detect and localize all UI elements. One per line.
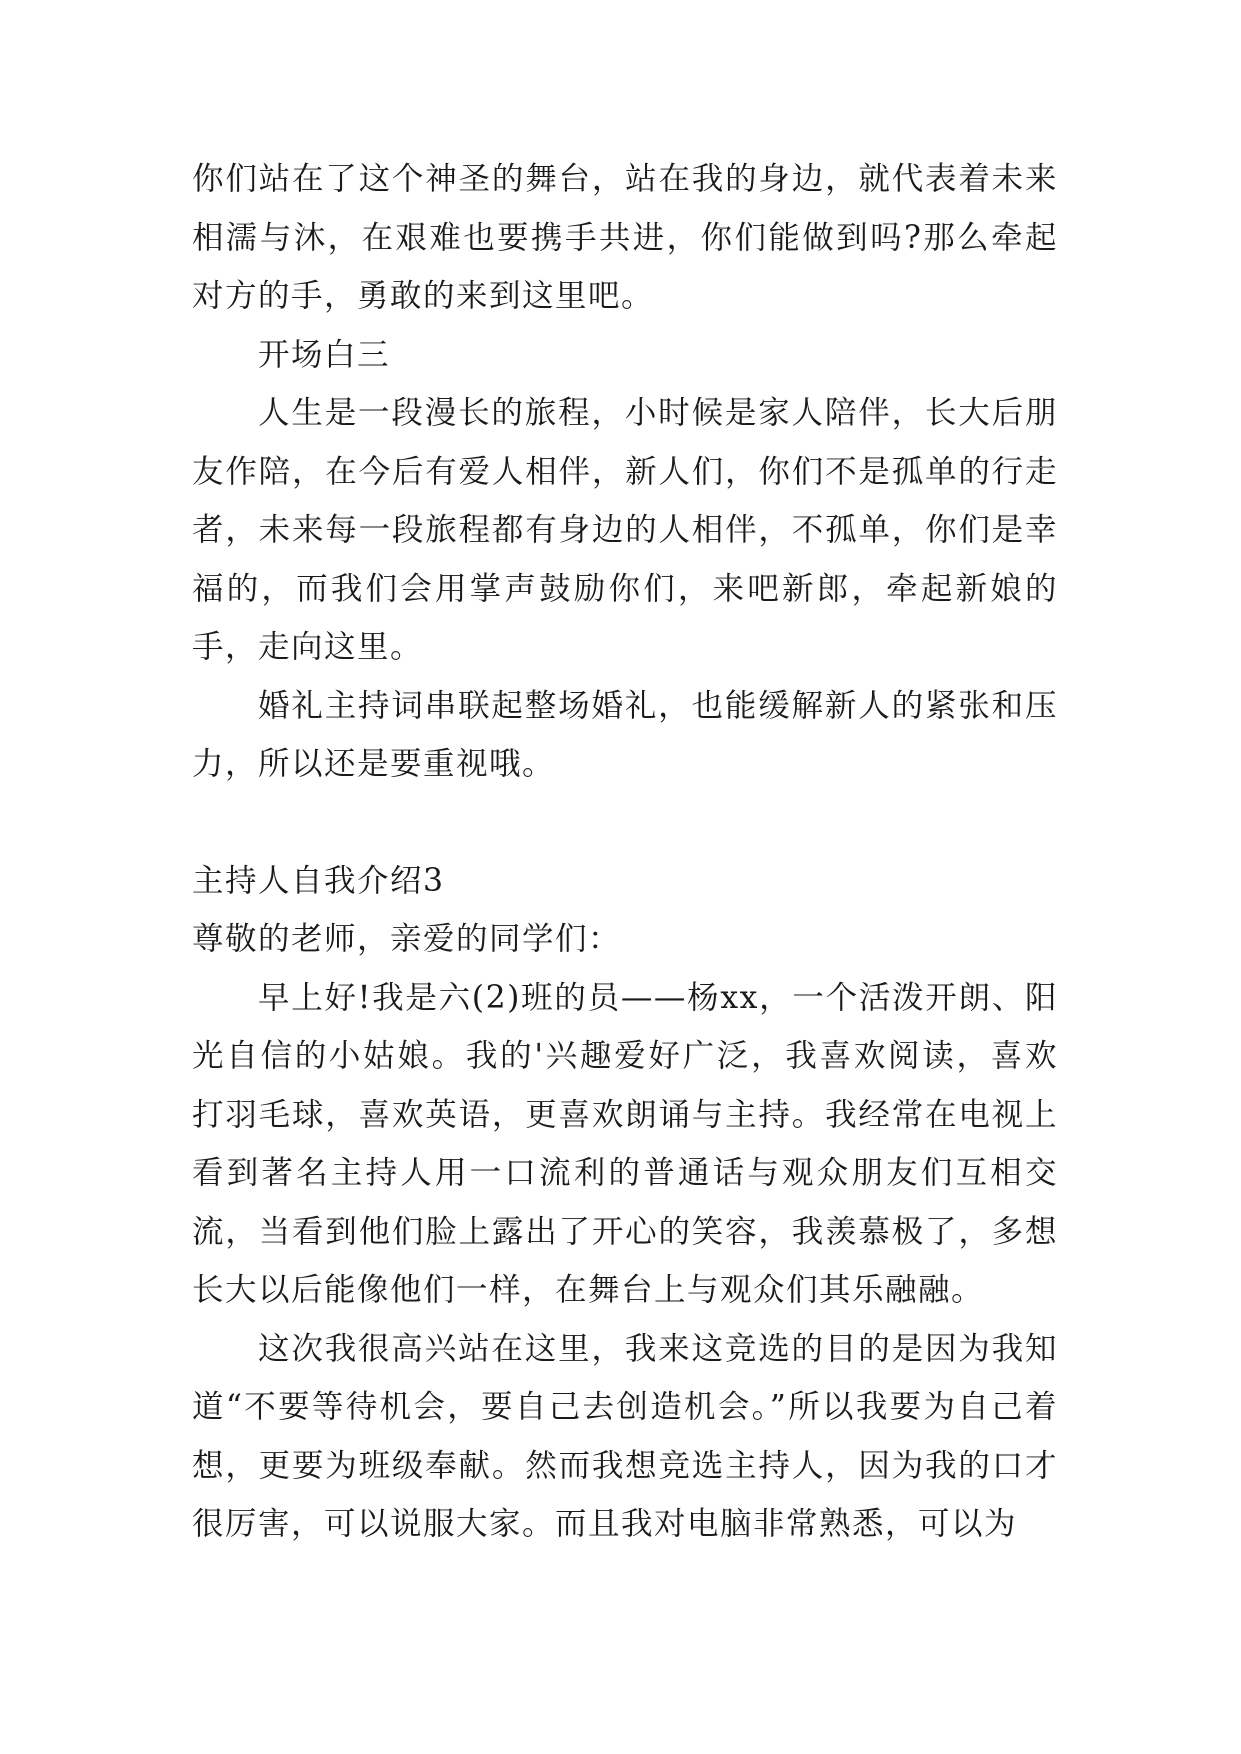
paragraph-opening-continued: 你们站在了这个神圣的舞台，站在我的身边，就代表着未来相濡与沐，在艰难也要携手共进，你们能做到吗?那么牵起对方的手，勇敢的来到这里吧。 bbox=[192, 161, 1058, 314]
paragraph-wedding-host-note: 婚礼主持词串联起整场婚礼，也能缓解新人的紧张和压力，所以还是要重视哦。 bbox=[192, 687, 1058, 782]
section-title-host-intro-3: 主持人自我介绍3 bbox=[192, 862, 445, 899]
salutation: 尊敬的老师，亲爱的同学们： bbox=[192, 921, 622, 957]
paragraph-life-journey: 人生是一段漫长的旅程，小时候是家人陪伴，长大后朋友作陪，在今后有爱人相伴，新人们，你们不是孤单的行走者，未来每一段旅程都有身边的人相伴，不孤单，你们是幸福的，而我们会用掌声鼓励你们，来吧新郎，牵起新娘的手，走向这里。 bbox=[192, 395, 1058, 665]
section-spacer bbox=[192, 794, 1058, 852]
paragraph-campaign-reason: 这次我很高兴站在这里，我来这竞选的目的是因为我知道“不要等待机会，要自己去创造机会。”所以我要为自己着想，更要为班级奉献。然而我想竞选主持人，因为我的口才很厉害，可以说服大家。而且我对电脑非常熟悉，可以为 bbox=[192, 1330, 1058, 1542]
section-heading-opening-three: 开场白三 bbox=[258, 336, 391, 373]
document-page bbox=[192, 150, 1058, 1554]
paragraph-self-introduction: 早上好!我是六(2)班的员——杨xx，一个活泼开朗、阳光自信的小姑娘。我的'兴趣爱好广泛，我喜欢阅读，喜欢打羽毛球，喜欢英语，更喜欢朗诵与主持。我经常在电视上看到著名主持人用一口流利的普通话与观众朋友们互相交流，当看到他们脸上露出了开心的笑容，我羡慕极了，多想长大以后能像他们一样，在舞台上与观众们其乐融融。 bbox=[192, 979, 1058, 1308]
